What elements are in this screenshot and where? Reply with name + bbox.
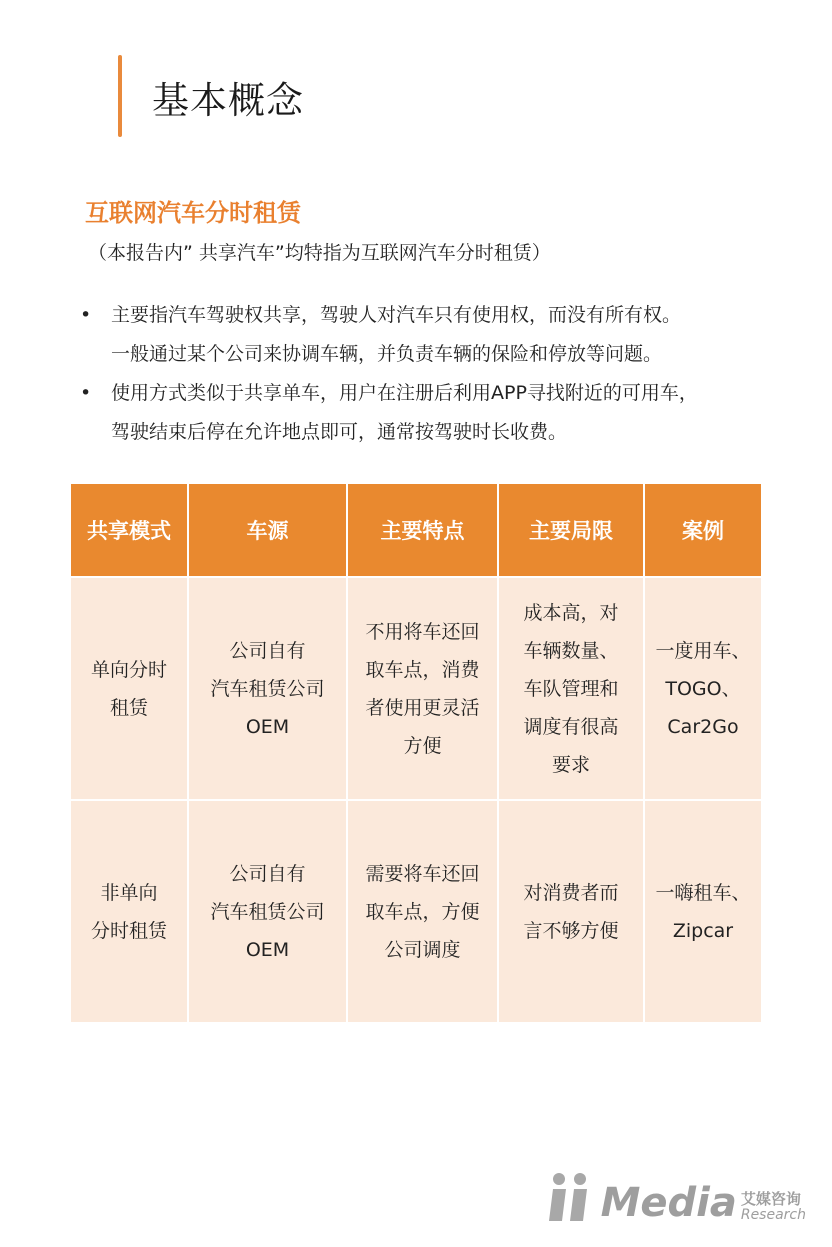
header-source: 车源 (188, 483, 347, 577)
logo-mark-icon (549, 1171, 599, 1223)
table-row (70, 800, 762, 1023)
cell-line: 方便 (403, 734, 442, 757)
cell-line: TOGO、 (665, 677, 741, 700)
cell-source (188, 800, 347, 1023)
logo-brand: Media (600, 1180, 737, 1226)
cell-line: OEM (245, 715, 290, 738)
header-cases: 案例 (644, 483, 762, 577)
bullet-line: 主要指汽车驾驶权共享，驾驶人对汽车只有使用权，而没有所有权。 (111, 304, 682, 326)
cell-line: 要求 (551, 753, 590, 776)
logo-subtitle (741, 1191, 806, 1223)
cell-line: 非单向 (100, 881, 158, 904)
bullet-line: 一般通过某个公司来协调车辆，并负责车辆的保险和停放等问题。 (111, 343, 663, 365)
cell-line: 租赁 (109, 696, 148, 719)
cell-mode (70, 577, 188, 800)
section-title: 互联网汽车分时租赁 (85, 199, 301, 227)
cell-line: 汽车租赁公司 (210, 900, 325, 923)
logo-en: Research (740, 1207, 806, 1223)
table-header-row (70, 483, 762, 577)
cell-line: 一嗨租车、 (655, 881, 751, 904)
cell-line: 公司自有 (229, 639, 306, 662)
cell-line: 公司调度 (384, 938, 461, 961)
cell-line: 单向分时 (90, 658, 167, 681)
bullet-item (78, 296, 798, 374)
sharing-modes-table (69, 482, 763, 1024)
cell-line: Car2Go (667, 715, 739, 738)
header-features: 主要特点 (347, 483, 498, 577)
imedia-logo (549, 1171, 806, 1226)
cell-source (188, 577, 347, 800)
bullet-item (78, 374, 798, 452)
table-row (70, 577, 762, 800)
cell-limits (498, 800, 644, 1023)
bullet-line: 使用方式类似于共享单车，用户在注册后利用APP寻找附近的可用车， (111, 382, 698, 404)
cell-line: 取车点，消费 (365, 658, 480, 681)
cell-line: 汽车租赁公司 (210, 677, 325, 700)
cell-cases (644, 577, 762, 800)
logo-cn: 艾媒咨询 (740, 1190, 801, 1208)
cell-line: 不用将车还回 (365, 620, 480, 643)
cell-line: 言不够方便 (523, 919, 619, 942)
cell-line: 调度有很高 (523, 715, 619, 738)
bullet-dot: • (80, 304, 92, 326)
header-mode: 共享模式 (70, 483, 188, 577)
cell-line: 对消费者而 (523, 881, 619, 904)
cell-line: 分时租赁 (90, 919, 167, 942)
cell-limits (498, 577, 644, 800)
cell-line: 取车点，方便 (365, 900, 480, 923)
cell-line: 公司自有 (229, 862, 306, 885)
cell-features (347, 577, 498, 800)
cell-line: Zipcar (672, 919, 734, 942)
cell-line: 成本高，对 (523, 601, 619, 624)
cell-line: 一度用车、 (655, 639, 751, 662)
cell-line: 车辆数量、 (523, 639, 619, 662)
section-note: （本报告内” 共享汽车”均特指为互联网汽车分时租赁） (88, 242, 551, 264)
bullet-dot: • (80, 382, 92, 404)
cell-features (347, 800, 498, 1023)
title-accent-bar (118, 55, 122, 137)
cell-line: 车队管理和 (523, 677, 619, 700)
cell-line: 需要将车还回 (365, 862, 480, 885)
bullet-list (78, 296, 798, 452)
cell-cases (644, 800, 762, 1023)
cell-mode (70, 800, 188, 1023)
cell-line: OEM (245, 938, 290, 961)
header-limits: 主要局限 (498, 483, 644, 577)
page-title: 基本概念 (152, 79, 304, 122)
cell-line: 者使用更灵活 (365, 696, 480, 719)
bullet-line: 驾驶结束后停在允许地点即可，通常按驾驶时长收费。 (111, 421, 568, 443)
